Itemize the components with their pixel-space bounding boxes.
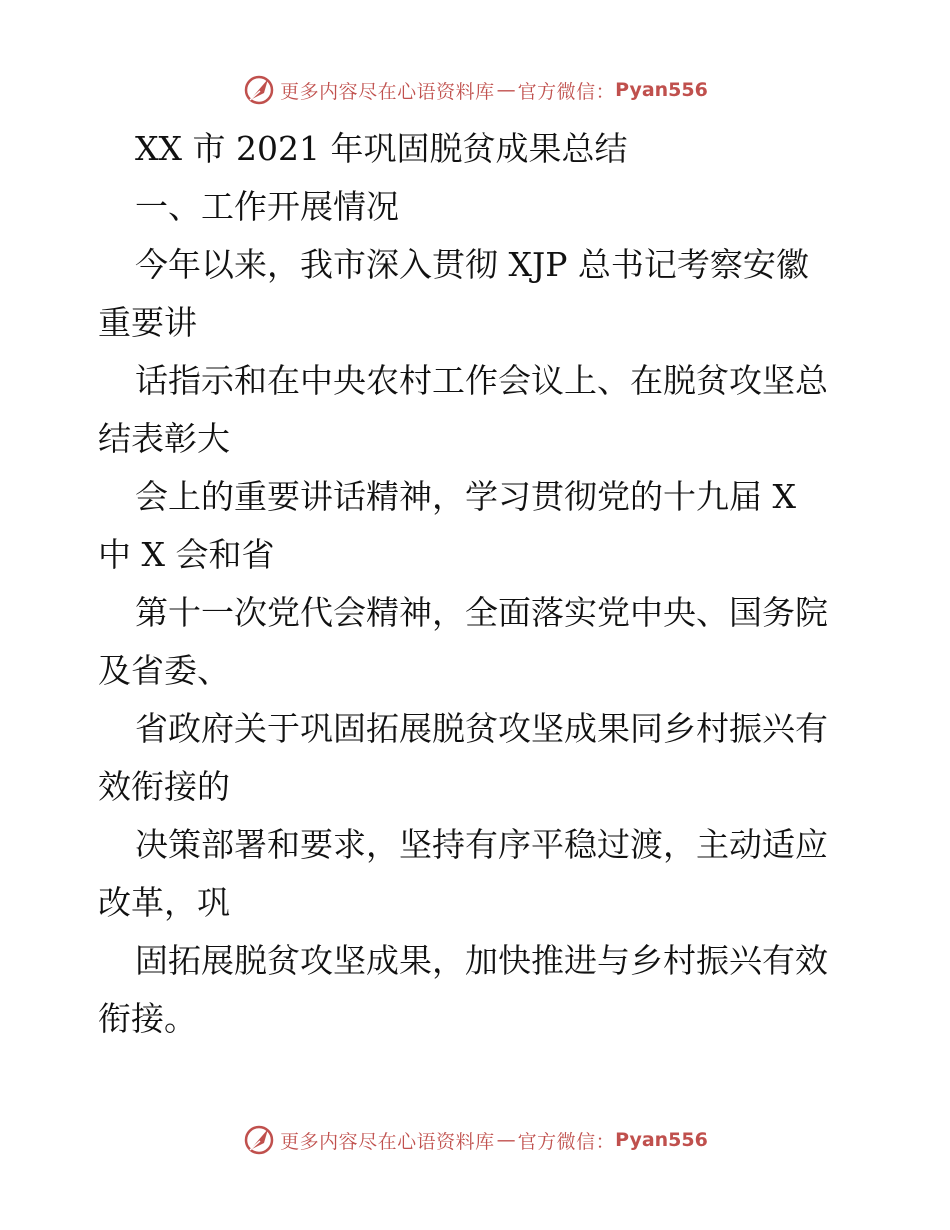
- paragraph-line: 第十一次党代会精神，全面落实党中央、国务院: [135, 593, 828, 632]
- watermark-text: 更多内容尽在心语资料库: [280, 1130, 495, 1153]
- watermark-separator: —: [496, 1129, 516, 1151]
- paragraph-line: 固拓展脱贫攻坚成果，加快推进与乡村振兴有效: [135, 941, 828, 980]
- paragraph-line: 及省委、: [98, 651, 230, 690]
- paragraph-line: 结表彰大: [98, 419, 230, 458]
- paragraph-line: 效衔接的: [98, 767, 230, 806]
- feather-logo-icon: [242, 73, 276, 107]
- paragraph-line: 重要讲: [98, 303, 197, 342]
- paragraph-line: 今年以来，我市深入贯彻 XJP 总书记考察安徽: [135, 245, 809, 284]
- section-heading: 一、工作开展情况: [135, 187, 399, 226]
- feather-logo-icon: [242, 1123, 276, 1157]
- watermark-wechat-id: Pyan556: [615, 79, 708, 101]
- paragraph-line: 省政府关于巩固拓展脱贫攻坚成果同乡村振兴有: [135, 709, 828, 748]
- paragraph-line: 中 X 会和省: [98, 535, 275, 574]
- paragraph-line: 话指示和在中央农村工作会议上、在脱贫攻坚总: [135, 361, 828, 400]
- paragraph-line: 会上的重要讲话精神，学习贯彻党的十九届 X: [135, 477, 796, 516]
- watermark-text: 更多内容尽在心语资料库: [280, 80, 495, 103]
- paragraph-line: 改革，巩: [98, 883, 230, 922]
- document-body: [98, 120, 858, 1048]
- header-watermark: [0, 70, 950, 110]
- paragraph-line: 决策部署和要求，坚持有序平稳过渡，主动适应: [135, 825, 828, 864]
- watermark-separator: —: [496, 79, 516, 101]
- document-title: XX 市 2021 年巩固脱贫成果总结: [135, 129, 628, 168]
- watermark-wechat-id: Pyan556: [615, 1129, 708, 1151]
- watermark-wechat-label: 官方微信：: [517, 80, 616, 103]
- paragraph-line: 衔接。: [98, 999, 197, 1038]
- footer-watermark: [0, 1120, 950, 1160]
- watermark-wechat-label: 官方微信：: [517, 1130, 616, 1153]
